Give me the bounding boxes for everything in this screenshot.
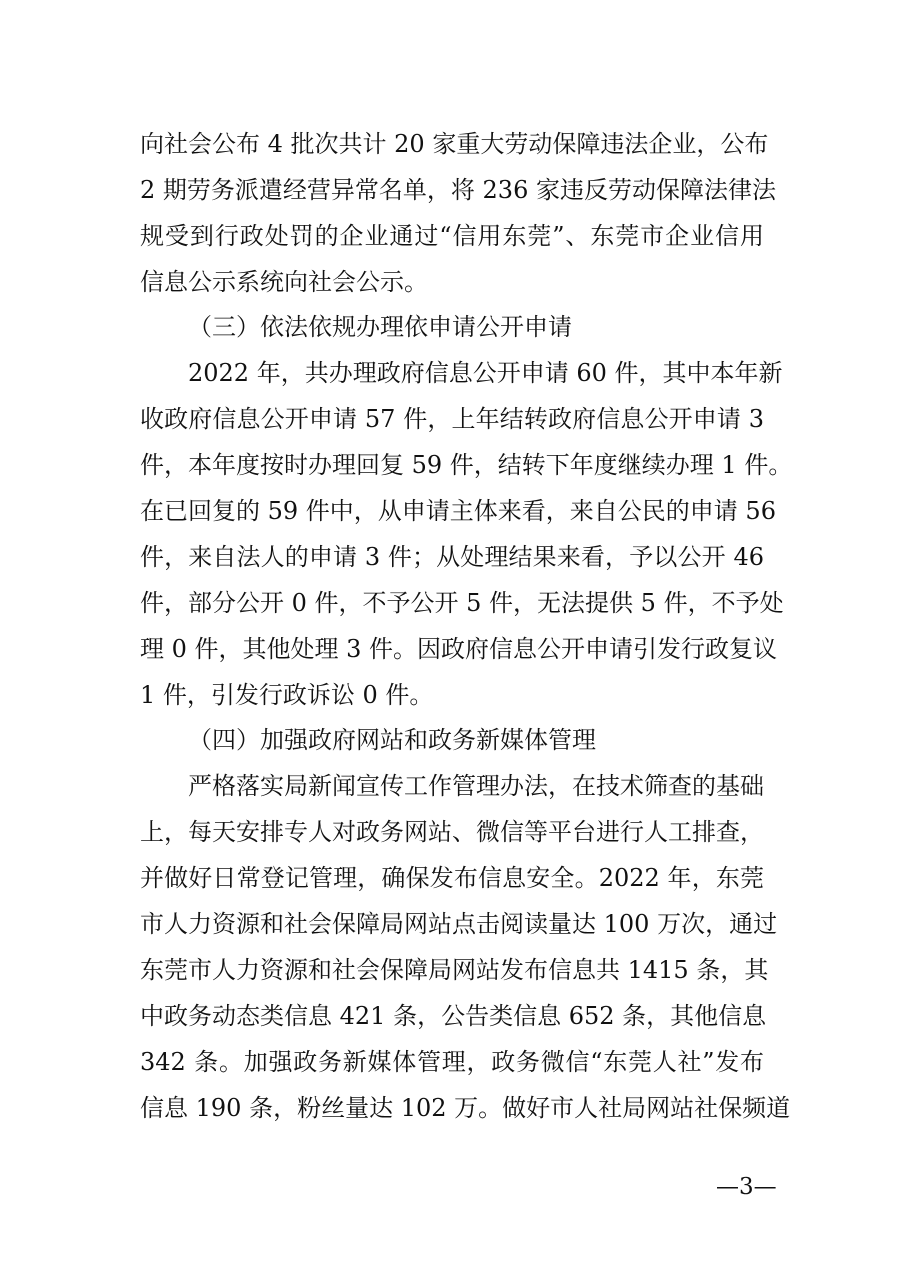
paragraph-line: 上，每天安排专人对政务网站、微信等平台进行人工排查， [140, 818, 764, 846]
paragraph-line: 在已回复的 59 件中，从申请主体来看，来自公民的申请 56 [140, 497, 776, 525]
paragraph-line: 1 件，引发行政诉讼 0 件。 [140, 681, 434, 709]
paragraph-line: 信息公示系统向社会公示。 [140, 268, 428, 296]
paragraph-line: 中政务动态类信息 421 条，公告类信息 652 条，其他信息 [140, 1002, 767, 1030]
paragraph-line: 严格落实局新闻宣传工作管理办法，在技术筛查的基础 [188, 772, 764, 800]
paragraph-line: 收政府信息公开申请 57 件，上年结转政府信息公开申请 3 [140, 405, 764, 433]
section-heading-4: （四）加强政府网站和政务新媒体管理 [188, 726, 596, 754]
paragraph-line: 并做好日常登记管理，确保发布信息安全。2022 年，东莞 [140, 864, 764, 892]
paragraph-line: 342 条。加强政务新媒体管理，政务微信“东莞人社”发布 [140, 1048, 764, 1076]
page-number: —3— [716, 1174, 777, 1200]
paragraph-line: 2 期劳务派遣经营异常名单，将 236 家违反劳动保障法律法 [140, 176, 776, 204]
paragraph-line: 2022 年，共办理政府信息公开申请 60 件，其中本年新 [188, 359, 783, 387]
paragraph-line: 信息 190 条，粉丝量达 102 万。做好市人社局网站社保频道 [140, 1094, 791, 1122]
paragraph-line: 东莞市人力资源和社会保障局网站发布信息共 1415 条，其 [140, 956, 769, 984]
paragraph-line: 市人力资源和社会保障局网站点击阅读量达 100 万次，通过 [140, 910, 778, 938]
paragraph-line: 向社会公布 4 批次共计 20 家重大劳动保障违法企业，公布 [140, 130, 769, 158]
paragraph-line: 件，来自法人的申请 3 件；从处理结果来看，予以公开 46 [140, 543, 764, 571]
paragraph-line: 理 0 件，其他处理 3 件。因政府信息公开申请引发行政复议 [140, 635, 778, 663]
paragraph-line: 件，本年度按时办理回复 59 件，结转下年度继续办理 1 件。 [140, 451, 793, 479]
section-heading-3: （三）依法依规办理依申请公开申请 [188, 313, 572, 341]
paragraph-line: 规受到行政处罚的企业通过“信用东莞”、东莞市企业信用 [140, 222, 764, 250]
paragraph-line: 件，部分公开 0 件，不予公开 5 件，无法提供 5 件，不予处 [140, 589, 784, 617]
